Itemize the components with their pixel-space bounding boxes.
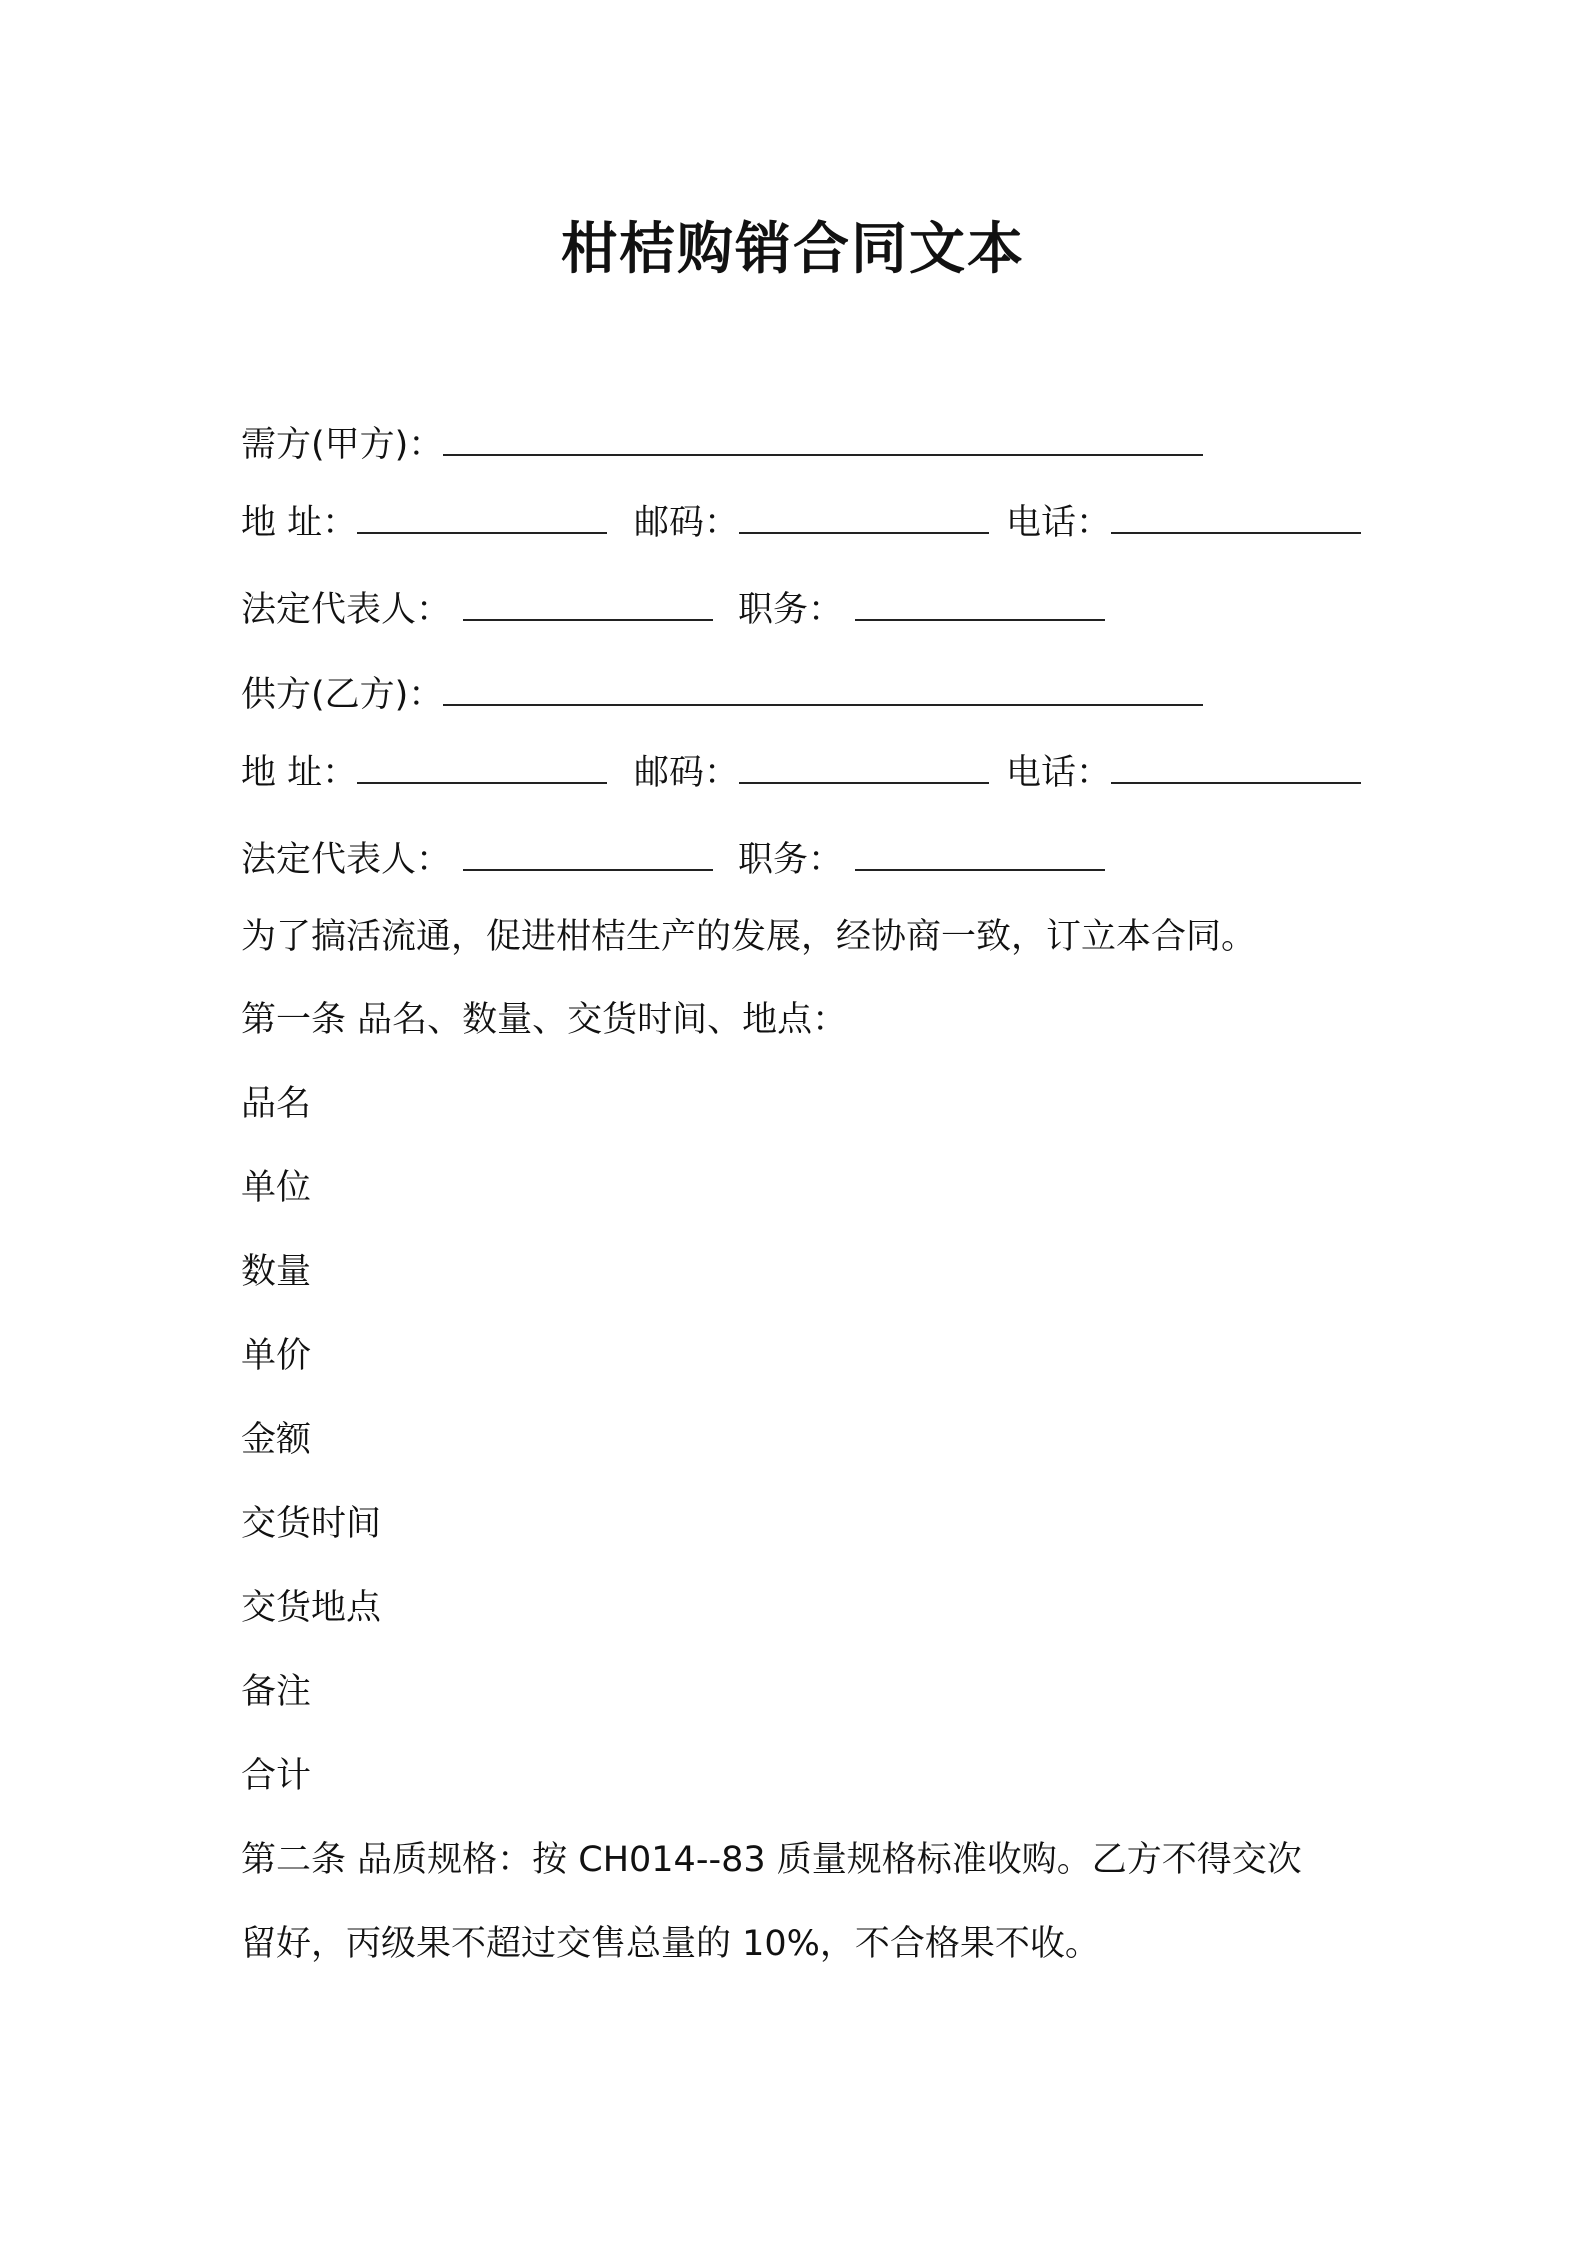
party-b-address-field <box>241 748 607 795</box>
party-a-phone-blank[interactable] <box>1111 498 1361 534</box>
party-b-rep-label: 法定代表人： <box>241 840 452 880</box>
party-a-rep-field <box>241 585 713 632</box>
party-a-name-blank[interactable] <box>443 420 1203 456</box>
party-b-postcode-label: 邮码： <box>634 753 740 793</box>
article-1-item: 品名 <box>241 1084 312 1124</box>
party-b-phone-label: 电话： <box>1006 753 1112 793</box>
party-b-rep-field <box>241 835 713 882</box>
party-b-address-label: 地 址： <box>241 753 358 793</box>
article-1-item: 数量 <box>241 1252 312 1292</box>
party-a-phone-field <box>1006 498 1361 545</box>
article-1-item: 单位 <box>241 1168 312 1208</box>
article-1-item: 交货地点 <box>241 1588 382 1628</box>
party-a-phone-label: 电话： <box>1006 503 1112 543</box>
intro-paragraph: 为了搞活流通，促进柑桔生产的发展，经协商一致，订立本合同。 <box>241 917 1257 957</box>
party-b-postcode-blank[interactable] <box>739 748 989 784</box>
article-1-item: 单价 <box>241 1336 312 1376</box>
party-a-address-field <box>241 498 607 545</box>
party-b-address-blank[interactable] <box>357 748 607 784</box>
party-a-rep-blank[interactable] <box>463 585 713 621</box>
article-1-item: 合计 <box>241 1756 312 1796</box>
party-a-name-label: 需方(甲方)： <box>241 425 444 465</box>
party-a-position-field <box>738 585 1105 632</box>
party-a-address-label: 地 址： <box>241 503 358 543</box>
party-a-position-blank[interactable] <box>855 585 1105 621</box>
article-2-line-1: 第二条 品质规格：按 CH014--83 质量规格标准收购。乙方不得交次 <box>241 1840 1302 1880</box>
article-1-heading: 第一条 品名、数量、交货时间、地点： <box>241 1000 848 1040</box>
party-b-name-blank[interactable] <box>443 670 1203 706</box>
party-a-postcode-field <box>634 498 989 545</box>
article-1-item: 备注 <box>241 1672 312 1712</box>
page-title: 柑桔购销合同文本 <box>561 217 1025 282</box>
party-a-rep-label: 法定代表人： <box>241 590 452 630</box>
party-b-phone-field <box>1006 748 1361 795</box>
party-a-name-row <box>241 420 1203 467</box>
party-b-rep-blank[interactable] <box>463 835 713 871</box>
party-a-postcode-label: 邮码： <box>634 503 740 543</box>
party-b-phone-blank[interactable] <box>1111 748 1361 784</box>
party-b-position-field <box>738 835 1105 882</box>
party-b-postcode-field <box>634 748 989 795</box>
party-a-position-label: 职务： <box>738 590 844 630</box>
party-b-position-label: 职务： <box>738 840 844 880</box>
party-b-position-blank[interactable] <box>855 835 1105 871</box>
article-1-item: 交货时间 <box>241 1504 382 1544</box>
party-a-address-blank[interactable] <box>357 498 607 534</box>
party-b-name-row <box>241 670 1203 717</box>
article-1-item: 金额 <box>241 1420 312 1460</box>
party-a-postcode-blank[interactable] <box>739 498 989 534</box>
article-2-line-2: 留好，丙级果不超过交售总量的 10%，不合格果不收。 <box>241 1924 1100 1964</box>
party-b-name-label: 供方(乙方)： <box>241 675 444 715</box>
